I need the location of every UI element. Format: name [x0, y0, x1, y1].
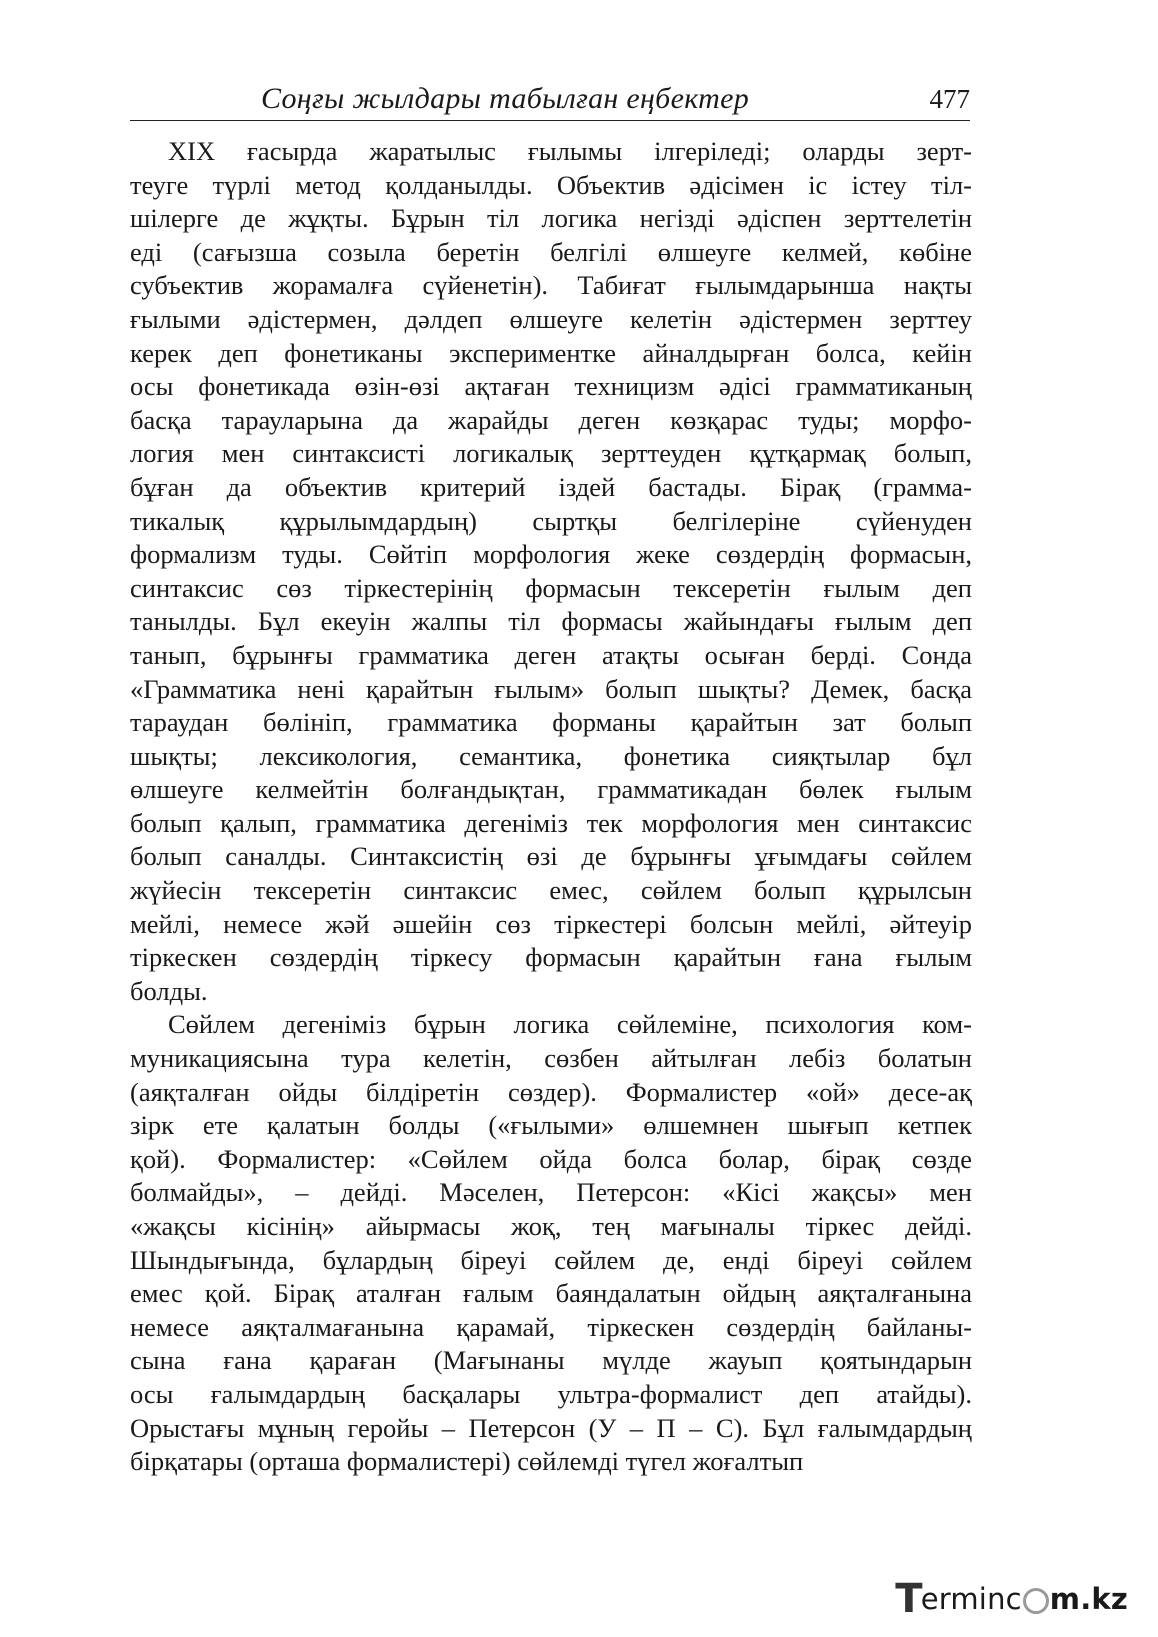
- text-line: синтаксис сөз тіркестерінің формасын тексеретін ғылым деп: [130, 572, 972, 603]
- text-line: керек деп фонетиканы экспериментке айналдырған болса, кейін: [130, 337, 972, 368]
- text-line: Сөйлем дегеніміз бұрын логика сөйлеміне, психология ком-: [168, 1009, 972, 1040]
- text-line: шықты; лексикология, семантика, фонетика сияқтылар бұл: [130, 740, 972, 771]
- running-header: [130, 80, 970, 121]
- text-line: (аяқталған ойды білдіретін сөздер). Формалистер «ой» десе-ақ: [130, 1076, 972, 1107]
- watermark-text-2: m.kz: [1049, 1582, 1128, 1616]
- text-line: қой). Формалистер: «Сөйлем ойда болса болар, бірақ сөзде: [130, 1143, 972, 1174]
- text-line: болып саналды. Синтаксистің өзі де бұрынғы ұғымдағы сөйлем: [130, 841, 972, 872]
- text-line: XIX ғасырда жаратылыс ғылымы ілгеріледі; оларды зерт-: [168, 136, 972, 166]
- text-line: «жақсы кісінің» айырмасы жоқ, тең мағыналы тіркес дейді.: [130, 1211, 972, 1241]
- text-line: бұған да объектив критерий іздей бастады. Бірақ (грамма-: [130, 471, 972, 502]
- text-line: Орыстағы мұның геройы – Петерсон (У – П – С). Бұл ғалымдардың: [130, 1412, 972, 1443]
- text-line: танып, бұрынғы грамматика деген атақты осыған берді. Сонда: [130, 639, 972, 670]
- text-line: тараудан бөлініп, грамматика форманы қарайтын зат болып: [130, 707, 972, 738]
- watermark-t: T: [895, 1576, 923, 1622]
- text-line: ғылыми әдістермен, дәлдеп өлшеуге келетін әдістермен зерттеу: [130, 303, 972, 334]
- text-line: мейлі, немесе жәй әшейін сөз тіркестері болсын мейлі, әйтеуір: [130, 908, 972, 939]
- text-line: теуге түрлі метод қолданылды. Объектив әдісімен іс істеу тіл-: [130, 169, 972, 200]
- running-title: Соңғы жылдары табылған еңбектер: [260, 82, 750, 115]
- text-line: өлшеуге келмейтін болғандықтан, грамматикадан бөлек ғылым: [130, 774, 972, 805]
- text-line: «Грамматика нені қарайтын ғылым» болып шықты? Демек, басқа: [130, 673, 972, 704]
- page-number: 477: [929, 84, 970, 114]
- text-line: бірқатары (орташа формалистері) сөйлемді түгел жоғалтып: [130, 1446, 804, 1477]
- text-line: еді (сағызша созыла беретін белгілі өлшеуге келмей, көбіне: [130, 236, 972, 267]
- text-line: болды.: [130, 975, 208, 1006]
- paragraph-1: [130, 135, 972, 1008]
- text-line: муникациясына тура келетін, сөзбен айтылған лебіз болатын: [130, 1043, 972, 1074]
- text-line: тіркескен сөздердің тіркесу формасын қарайтын ғана ғылым: [130, 942, 972, 973]
- text-line: Шындығында, бұлардың біреуі сөйлем де, енді біреуі сөйлем: [130, 1244, 972, 1275]
- watermark-text-1: erminc: [920, 1582, 1022, 1616]
- text-line: тикалық құрылымдардың) сыртқы белгілеріне сүйенуден: [130, 505, 972, 536]
- text-line: осы фонетикада өзін-өзі ақтаған техницизм әдісі грамматиканың: [130, 371, 972, 402]
- text-line: шілерге де жұқты. Бұрын тіл логика негізді әдіспен зерттелетін: [130, 203, 972, 234]
- text-line: логия мен синтаксисті логикалық зерттеуден құтқармақ болып,: [130, 438, 972, 469]
- text-line: жүйесін тексеретін синтаксис емес, сөйлем болып құрылсын: [130, 875, 972, 906]
- text-line: зірк ете қалатын болды («ғылыми» өлшемнен шығып кетпек: [130, 1110, 972, 1141]
- text-line: формализм туды. Сөйтіп морфология жеке сөздердің формасын,: [130, 539, 972, 570]
- text-line: болып қалып, грамматика дегеніміз тек морфология мен синтаксис: [130, 807, 972, 838]
- text-line: осы ғалымдардың басқалары ультра-формалист деп атайды).: [130, 1378, 972, 1409]
- text-line: сына ғана қараған (Мағынаны мүлде жауып қоятындарын: [130, 1345, 972, 1376]
- text-line: немесе аяқталмағанына қарамай, тіркескен сөздердің байланы-: [130, 1311, 972, 1342]
- body-text: [130, 135, 972, 1479]
- text-line: субъектив жорамалға сүйенетін). Табиғат ғылымдарынша нақты: [130, 270, 972, 301]
- watermark-logo: [895, 1576, 1128, 1622]
- text-line: танылды. Бұл екеуін жалпы тіл формасы жайындағы ғылым деп: [130, 606, 972, 637]
- text-line: басқа тарауларына да жарайды деген көзқарас туды; морфо-: [130, 404, 972, 435]
- text-line: емес қой. Бірақ аталған ғалым баяндалатын ойдың аяқталғанына: [130, 1278, 972, 1309]
- paragraph-2: [130, 1008, 972, 1478]
- watermark-circle-icon: [1023, 1588, 1049, 1614]
- text-line: болмайды», – дейді. Мәселен, Петерсон: «Кісі жақсы» мен: [130, 1177, 972, 1208]
